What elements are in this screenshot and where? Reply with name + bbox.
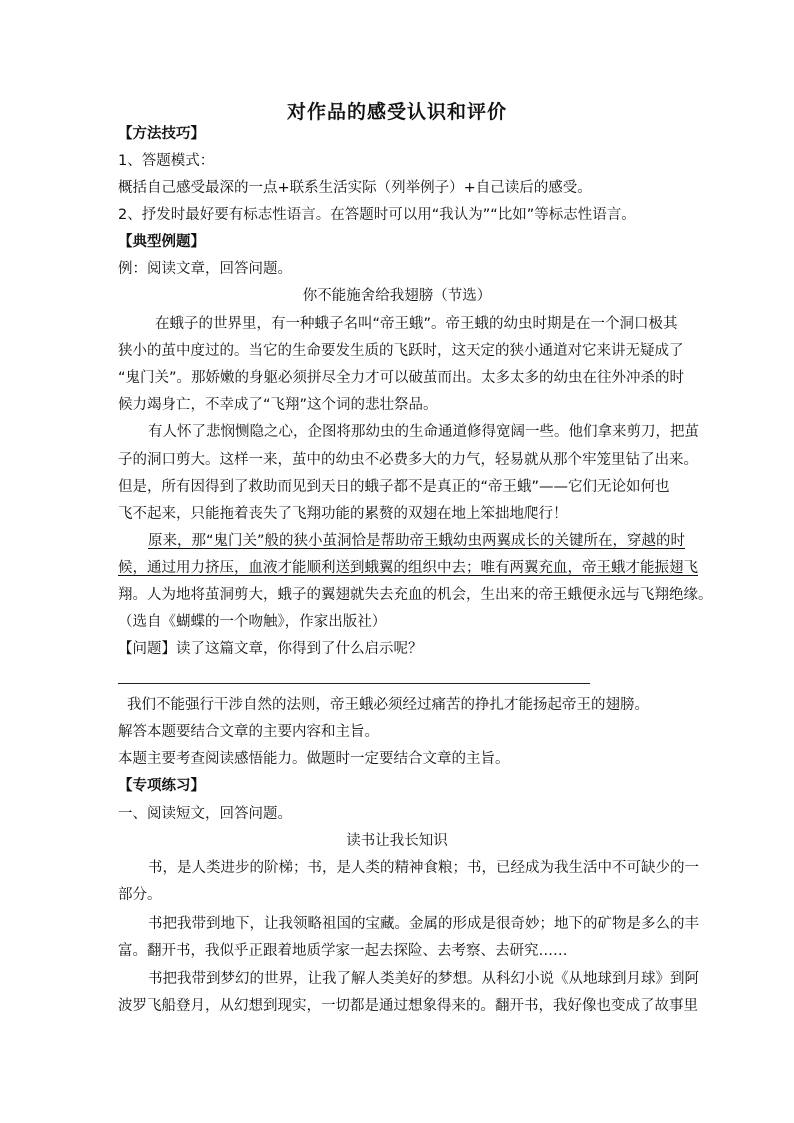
paragraph-line: 书，是人类进步的阶梯；书，是人类的精神食粮；书，已经成为我生活中不可缺少的一 bbox=[148, 860, 699, 876]
paragraph-line: 部分。 bbox=[118, 887, 162, 903]
paragraph-line: 富。翻开书，我似乎正跟着地质学家一起去探险、去考察、去研究…… bbox=[118, 943, 568, 959]
section-heading-methods: 【方法技巧】 bbox=[118, 125, 205, 142]
paragraph-line: 有人怀了悲悯恻隐之心，企图将那幼虫的生命通道修得宽阔一些。他们拿来剪刀，把茧 bbox=[148, 424, 699, 440]
paragraph-line: 书把我带到地下，让我领略祖国的宝藏。金属的形成是很奇妙；地下的矿物是多么的丰 bbox=[148, 916, 699, 932]
paragraph-line: 但是，所有因得到了救助而见到天日的蛾子都不是真正的“帝王蛾”——它们无论如何也 bbox=[118, 479, 670, 495]
paragraph-line: 子的洞口剪大。这样一来，茧中的幼虫不必费多大的力气，轻易就从那个牢笼里钻了出来。 bbox=[118, 452, 698, 468]
source-note: （选自《蝴蝶的一个吻触》，作家出版社） bbox=[118, 614, 387, 630]
paragraph-line: 翔。人为地将茧洞剪大，蛾子的翼翅就失去充血的机会，生出来的帝王蛾便永远与飞翔绝缘。 bbox=[118, 587, 713, 603]
text-line: 例：阅读文章，回答问题。 bbox=[118, 261, 292, 277]
analysis-line: 解答本题要结合文章的主要内容和主旨。 bbox=[118, 724, 379, 740]
paragraph-line: 在蛾子的世界里，有一种蛾子名叫“帝王蛾”。帝王蛾的幼虫时期是在一个洞口极其 bbox=[155, 316, 678, 332]
text-line: 概括自己感受最深的一点+联系生活实际（列举例子）+自己读后的感受。 bbox=[118, 180, 592, 196]
paragraph-line: 候力竭身亡，不幸成了“飞翔”这个词的悲壮祭品。 bbox=[118, 397, 438, 413]
answer-rule bbox=[118, 683, 590, 684]
paragraph-line: “鬼门关”。那娇嫩的身躯必须拼尽全力才可以破茧而出。太多太多的幼虫在往外冲杀的时 bbox=[118, 370, 685, 386]
paragraph-line: 狭小的茧中度过的。当它的生命要发生质的飞跃时，这天定的狭小通道对它来讲无疑成了 bbox=[118, 343, 684, 359]
passage-title: 读书让我长知识 bbox=[346, 833, 448, 849]
analysis-line: 本题主要考查阅读感悟能力。做题时一定要结合文章的主旨。 bbox=[118, 751, 510, 767]
underlined-line: 候，通过用力挤压，血液才能顺利送到蛾翼的组织中去；唯有两翼充血，帝王蛾才能振翅飞 bbox=[118, 560, 698, 576]
section-heading-examples: 【典型例题】 bbox=[118, 233, 205, 250]
passage-title: 你不能施舍给我翅膀（节选） bbox=[302, 288, 492, 304]
paragraph-line: 飞不起来，只能拖着丧失了飞翔功能的累赘的双翅在地上笨拙地爬行！ bbox=[118, 506, 568, 522]
underlined-line: 原来，那“鬼门关”般的狭小茧洞恰是帮助帝王蛾幼虫两翼成长的关键所在，穿越的时 bbox=[148, 533, 686, 549]
paragraph-line: 书把我带到梦幻的世界，让我了解人类美好的梦想。从科幻小说《从地球到月球》到阿 bbox=[148, 971, 699, 987]
text-line: 2、抒发时最好要有标志性语言。在答题时可以用“我认为”“比如”等标志性语言。 bbox=[118, 207, 636, 223]
text-line: 1、答题模式： bbox=[118, 153, 215, 169]
question-line: 【问题】读了这篇文章，你得到了什么启示呢？ bbox=[118, 641, 423, 657]
answer-line: 我们不能强行干涉自然的法则，帝王蛾必须经过痛苦的挣扎才能扬起帝王的翅膀。 bbox=[127, 697, 649, 713]
text-line: 一、阅读短文，回答问题。 bbox=[118, 806, 292, 822]
page-title: 对作品的感受认识和评价 bbox=[286, 101, 507, 123]
paragraph-line: 波罗飞船登月，从幻想到现实，一切都是通过想象得来的。翻开书，我好像也变成了故事里 bbox=[118, 998, 698, 1014]
section-heading-practice: 【专项练习】 bbox=[118, 777, 205, 794]
